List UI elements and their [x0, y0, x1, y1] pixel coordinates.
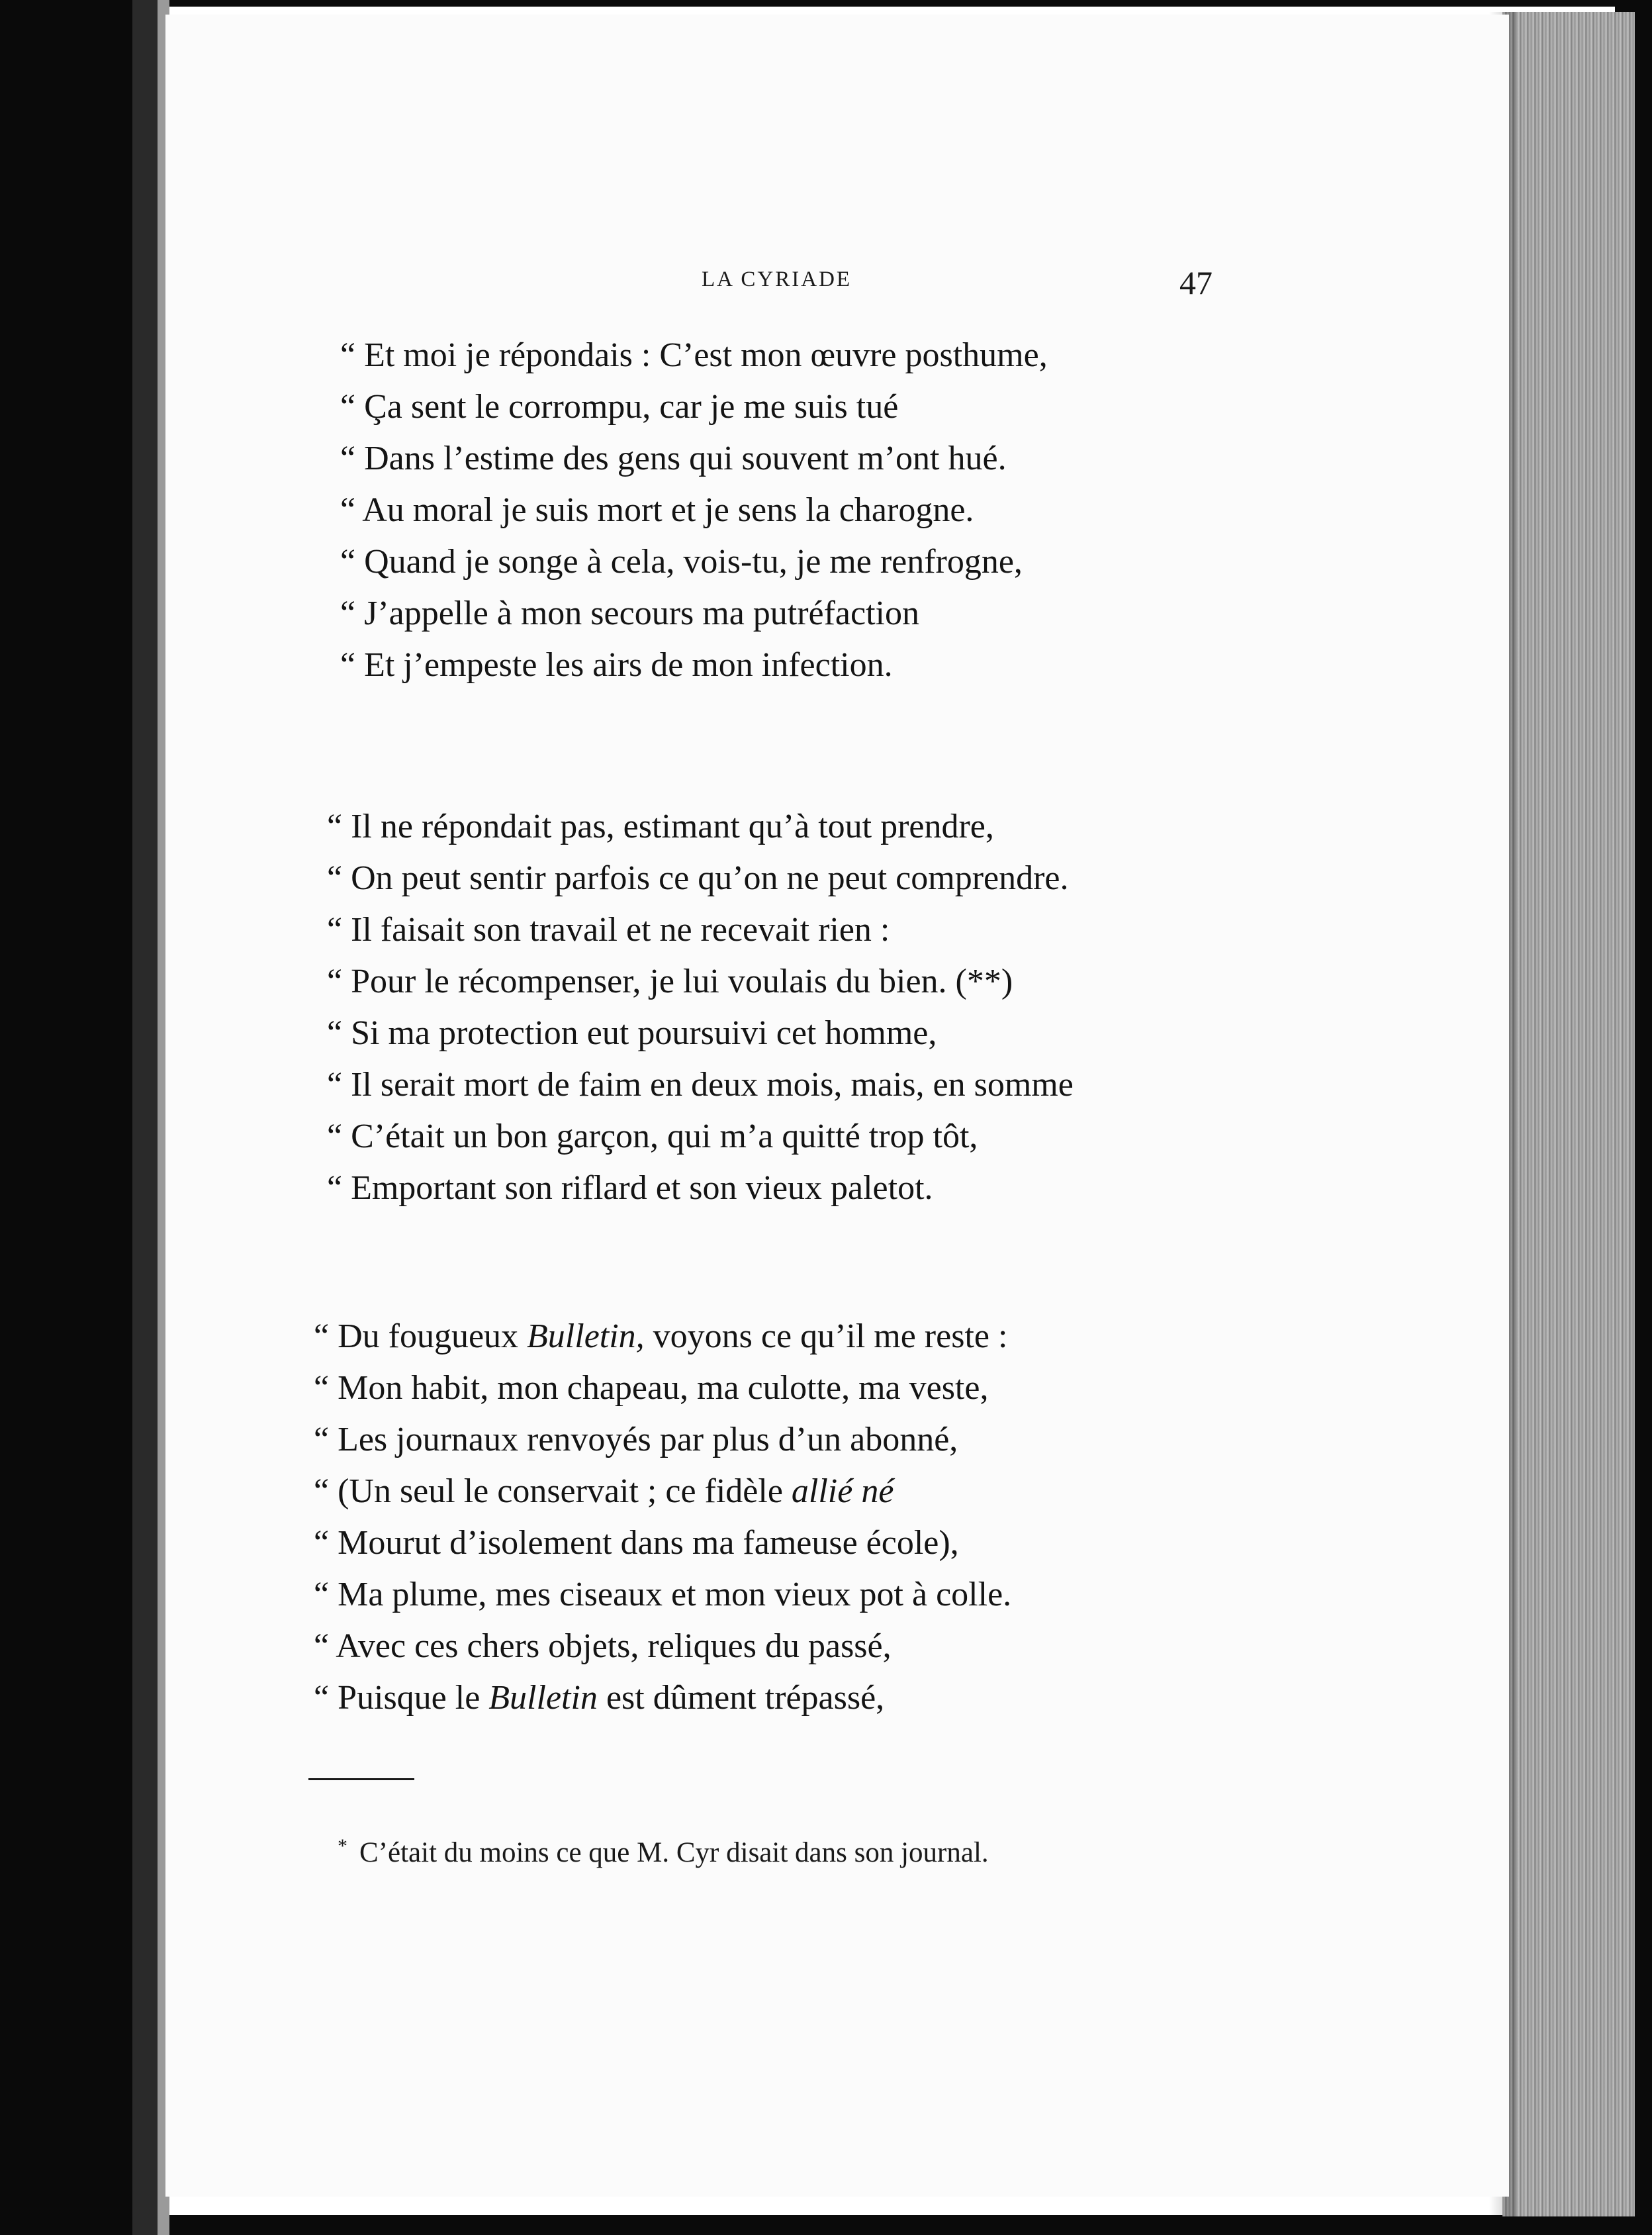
verse-line: “ Il faisait son travail et ne recevait rien : — [327, 911, 890, 949]
verse-line: “ Il serait mort de faim en deux mois, mais, en somme — [327, 1066, 1074, 1104]
verse-text: “ Mon habit, mon chapeau, ma culotte, ma veste, — [314, 1369, 989, 1407]
italic-title: Bulletin — [488, 1679, 598, 1717]
verse-text: voyons ce qu’il me reste : — [644, 1317, 1008, 1355]
verse-line — [314, 1672, 1011, 1724]
book-gutter — [132, 0, 159, 2235]
scan-border-bottom — [0, 2215, 1652, 2235]
verse-text: “ (Un seul le conservait ; ce fidèle — [314, 1472, 792, 1510]
stanza-1 — [340, 330, 1048, 691]
verse-line: “ Au moral je suis mort et je sens la charogne. — [340, 491, 974, 529]
verse-text: est dûment trépassé, — [597, 1679, 885, 1717]
footnote — [338, 1835, 989, 1869]
footnote-text: C’était du moins ce que M. Cyr disait dans son journal. — [359, 1837, 989, 1868]
verse-line: “ Emportant son riflard et son vieux paletot. — [327, 1169, 933, 1207]
verse-line — [314, 1414, 1011, 1466]
verse-text: “ Mourut d’isolement dans ma fameuse école), — [314, 1524, 959, 1562]
verse-text: “ Les journaux renvoyés par plus d’un abonné, — [314, 1421, 958, 1458]
verse-line: “ Ça sent le corrompu, car je me suis tué — [340, 388, 899, 426]
verse-line — [314, 1517, 1011, 1569]
verse-line: “ Pour le récompenser, je lui voulais du bien. (**) — [327, 963, 1013, 1000]
verse-line: “ Dans l’estime des gens qui souvent m’ont hué. — [340, 440, 1007, 477]
verse-text: “ Ma plume, mes ciseaux et mon vieux pot à colle. — [314, 1576, 1012, 1613]
verse-line — [314, 1621, 1011, 1672]
verse-line: “ J’appelle à mon secours ma putréfaction — [340, 594, 919, 632]
verse-line: “ C’était un bon garçon, qui m’a quitté trop tôt, — [327, 1118, 978, 1155]
verse-text: “ Avec ces chers objets, reliques du passé, — [314, 1627, 892, 1665]
verse-line — [314, 1362, 1011, 1414]
footnote-marker: * — [338, 1835, 347, 1857]
verse-line: “ Quand je songe à cela, vois-tu, je me renfrogne, — [340, 543, 1023, 581]
stanza-3 — [314, 1311, 1011, 1724]
verse-line: “ Et j’empeste les airs de mon infection. — [340, 646, 893, 684]
stanza-2 — [327, 801, 1074, 1214]
verse-text: “ Puisque le — [314, 1679, 489, 1717]
verse-line — [314, 1311, 1011, 1362]
italic-title: Bulletin, — [527, 1317, 645, 1355]
verse-line: “ Si ma protection eut poursuivi cet homme, — [327, 1014, 937, 1052]
italic-text: allié né — [791, 1472, 894, 1510]
scan-border-top — [0, 0, 1652, 7]
page-number: 47 — [1179, 264, 1213, 301]
page-block-edge — [1502, 12, 1635, 2216]
verse-line — [314, 1569, 1011, 1621]
verse-text: “ Du fougueux — [314, 1317, 528, 1355]
footnote-divider — [308, 1778, 414, 1780]
running-title: LA CYRIADE — [702, 267, 852, 291]
verse-line: “ Et moi je répondais : C’est mon œuvre posthume, — [340, 336, 1048, 374]
verse-line — [314, 1466, 1011, 1517]
verse-line: “ Il ne répondait pas, estimant qu’à tout prendre, — [327, 808, 994, 845]
verse-line: “ On peut sentir parfois ce qu’on ne peut comprendre. — [327, 859, 1069, 897]
